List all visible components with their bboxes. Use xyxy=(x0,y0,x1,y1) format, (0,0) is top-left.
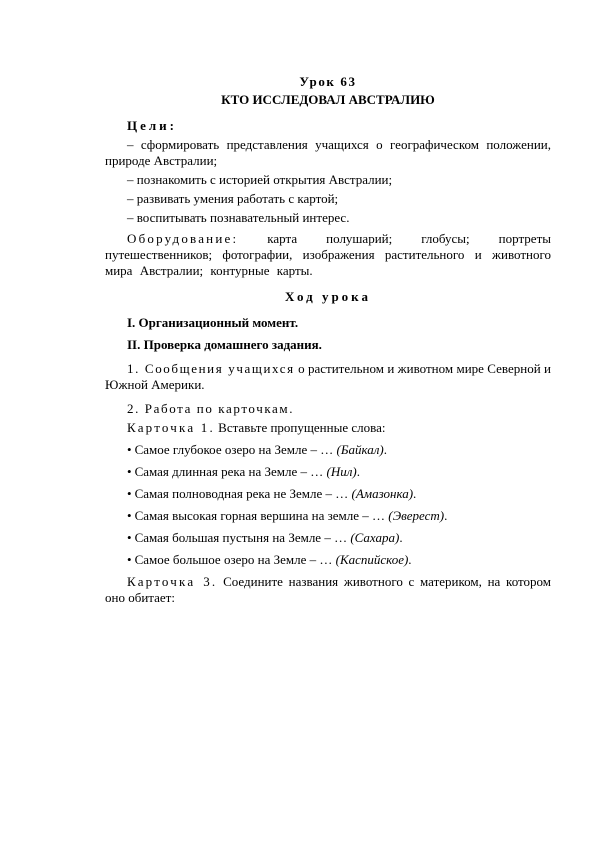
bullet-text: Самая полноводная река не Земле – … xyxy=(134,486,352,501)
bullet-end: . xyxy=(444,508,448,523)
lesson-content xyxy=(105,74,551,606)
section-organizational: I. Организационный момент. xyxy=(127,315,299,330)
bullet-icon: • xyxy=(127,552,132,567)
bullet-text: Самая высокая горная вершина на земле – … xyxy=(134,508,389,523)
bullet-answer: (Каспийское) xyxy=(335,552,409,567)
goal-item-2: – познакомить с историей открытия Австралии; xyxy=(127,172,393,187)
item-1-text: о растительном и животном мире Северной и Южной Америки. xyxy=(105,361,551,392)
list-item xyxy=(105,464,551,480)
section-homework-check: II. Проверка домашнего задания. xyxy=(127,337,322,352)
bullet-text: Самое глубокое озеро на Земле – … xyxy=(134,442,337,457)
bullet-icon: • xyxy=(127,464,132,479)
card-3-text: Соедините названия животного с материком, на котором оно обитает: xyxy=(105,574,552,605)
item-1-label: 1. Сообщения учащихся xyxy=(127,361,295,376)
bullet-end: . xyxy=(356,464,360,479)
bullet-answer: (Сахара) xyxy=(350,530,400,545)
bullet-answer: (Эверест) xyxy=(388,508,445,523)
item-card-work: 2. Работа по карточкам. xyxy=(127,401,295,416)
list-item xyxy=(105,442,551,458)
bullet-icon: • xyxy=(127,486,132,501)
bullet-answer: (Байкал) xyxy=(336,442,384,457)
equipment-label: Оборудование: xyxy=(127,231,239,246)
bullet-end: . xyxy=(413,486,417,501)
goal-item-3: – развивать умения работать с картой; xyxy=(127,191,339,206)
card-1-label: Карточка 1. xyxy=(127,420,215,435)
bullet-end: . xyxy=(383,442,388,457)
bullet-text: Самое большое озеро на Земле – … xyxy=(134,552,336,567)
bullet-icon: • xyxy=(127,442,132,457)
equipment-text: карта полушарий; глобусы; портреты путешественников; фотографии, изображения растительного и животного мира Австралии; контурные карты. xyxy=(105,231,551,278)
list-item xyxy=(105,486,551,502)
bullet-text: Самая большая пустыня на Земле – … xyxy=(134,530,351,545)
lesson-number: Урок 63 xyxy=(299,74,357,89)
bullet-answer: (Нил) xyxy=(326,464,357,479)
item-student-reports xyxy=(105,361,551,393)
bullet-text: Самая длинная река на Земле – … xyxy=(134,464,327,479)
bullet-icon: • xyxy=(127,530,132,545)
equipment-paragraph xyxy=(105,231,551,279)
bullet-end: . xyxy=(399,530,403,545)
lesson-title: КТО ИССЛЕДОВАЛ АВСТРАЛИЮ xyxy=(221,92,435,107)
card-3-label: Карточка 3. xyxy=(127,574,218,589)
card-3-instruction xyxy=(105,574,551,606)
list-item xyxy=(105,508,551,524)
course-heading: Ход урока xyxy=(285,289,371,304)
list-item xyxy=(105,552,551,568)
goal-item-1: – сформировать представления учащихся о географическом положении, природе Австралии; xyxy=(105,137,551,168)
list-item xyxy=(105,530,551,546)
card-1-instruction xyxy=(105,420,551,436)
goal-item-4: – воспитывать познавательный интерес. xyxy=(127,210,350,225)
bullet-answer: (Амазонка) xyxy=(351,486,414,501)
goals-heading: Цели: xyxy=(127,118,177,133)
bullet-icon: • xyxy=(127,508,132,523)
bullet-end: . xyxy=(408,552,412,567)
card-1-text: Вставьте пропущенные слова: xyxy=(214,420,386,435)
